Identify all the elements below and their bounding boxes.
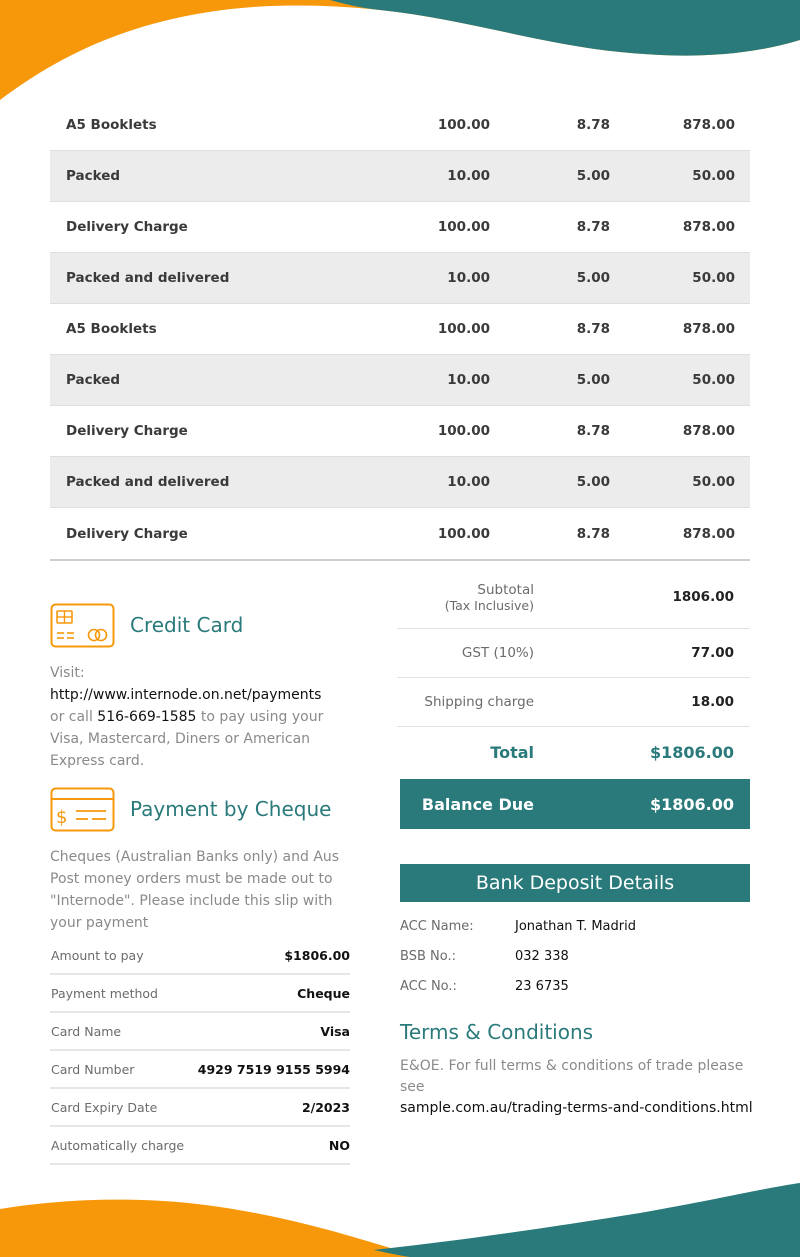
payment-detail-value: $1806.00	[284, 947, 350, 963]
payment-details-table	[50, 937, 350, 1165]
terms-description: E&OE. For full terms & conditions of trade please see	[400, 1058, 744, 1095]
item-qty: 100.00	[437, 423, 490, 439]
item-rate: 8.78	[576, 117, 610, 133]
cheque-title: Payment by Cheque	[130, 797, 332, 821]
table-row	[50, 202, 750, 253]
shipping-value: 18.00	[691, 694, 734, 710]
item-amount: 878.00	[682, 321, 735, 337]
item-qty: 100.00	[437, 117, 490, 133]
payment-detail-value: Visa	[320, 1023, 350, 1039]
item-qty: 10.00	[447, 372, 490, 388]
item-amount: 50.00	[692, 372, 735, 388]
payment-url-link[interactable]: http://www.internode.on.net/payments	[50, 687, 322, 703]
item-rate: 5.00	[576, 372, 610, 388]
total-value: $1806.00	[649, 743, 734, 762]
payment-detail-label: Amount to pay	[51, 947, 144, 963]
item-description: Packed	[66, 168, 121, 184]
item-rate: 5.00	[576, 474, 610, 490]
payment-detail-value: Cheque	[297, 985, 350, 1001]
item-description: Packed	[66, 372, 121, 388]
bank-detail-value: Jonathan T. Madrid	[515, 918, 636, 934]
payment-detail-row	[50, 1127, 350, 1165]
totals-block	[397, 566, 750, 778]
item-qty: 100.00	[437, 525, 490, 542]
item-description: Packed and delivered	[66, 270, 230, 286]
shipping-label: Shipping charge	[424, 694, 534, 710]
table-row	[50, 457, 750, 508]
item-amount: 50.00	[692, 474, 735, 490]
item-amount: 878.00	[682, 117, 735, 133]
item-qty: 10.00	[447, 270, 490, 286]
item-rate: 8.78	[576, 423, 610, 439]
item-qty: 100.00	[437, 321, 490, 337]
item-rate: 5.00	[576, 270, 610, 286]
payment-detail-value: 4929 7519 9155 5994	[197, 1061, 350, 1077]
credit-card-icon	[50, 603, 115, 648]
table-row	[50, 100, 750, 151]
table-row	[50, 304, 750, 355]
cheque-icon	[50, 787, 115, 832]
bank-detail-label: ACC Name:	[400, 918, 474, 934]
shipping-row	[397, 678, 750, 727]
visit-label: Visit:	[50, 665, 85, 681]
subtotal-note: (Tax Inclusive)	[444, 597, 534, 613]
gst-row	[397, 629, 750, 678]
item-rate: 8.78	[576, 525, 610, 542]
payment-detail-label: Card Number	[51, 1061, 135, 1077]
bank-detail-row	[400, 971, 750, 1001]
call-suffix: to pay using your Visa, Mastercard, Diners or American Express card.	[50, 709, 324, 769]
item-rate: 8.78	[576, 321, 610, 337]
table-row	[50, 355, 750, 406]
payment-detail-row	[50, 975, 350, 1013]
balance-due-label: Balance Due	[421, 794, 534, 814]
table-row	[50, 406, 750, 457]
gst-label: GST (10%)	[461, 645, 534, 661]
item-rate: 8.78	[576, 219, 610, 235]
terms-title: Terms & Conditions	[400, 1020, 594, 1044]
terms-text	[400, 1056, 760, 1119]
svg-text:$: $	[56, 807, 68, 828]
item-qty: 100.00	[437, 219, 490, 235]
items-table	[50, 100, 750, 561]
payment-phone[interactable]: 516-669-1585	[97, 709, 197, 725]
total-row	[397, 727, 750, 778]
subtotal-row	[397, 566, 750, 629]
cheque-instructions: Cheques (Australian Banks only) and Aus Post money orders must be made out to "Internode". Please include this slip with your payment	[50, 849, 340, 931]
bank-deposit-details	[400, 911, 750, 1001]
table-row	[50, 508, 750, 559]
bank-detail-row	[400, 911, 750, 941]
table-row	[50, 151, 750, 202]
payment-detail-label: Card Name	[51, 1023, 122, 1039]
payment-detail-value: NO	[328, 1137, 350, 1153]
item-amount: 878.00	[682, 219, 735, 235]
subtotal-label: Subtotal	[477, 581, 534, 598]
gst-value: 77.00	[691, 645, 734, 661]
item-rate: 5.00	[576, 168, 610, 184]
payment-detail-row	[50, 1051, 350, 1089]
item-description: Delivery Charge	[66, 423, 188, 439]
bottom-wave-decoration	[0, 1177, 800, 1257]
payment-detail-label: Payment method	[51, 985, 158, 1001]
bank-detail-row	[400, 941, 750, 971]
item-qty: 10.00	[447, 168, 490, 184]
balance-due-bar	[400, 779, 750, 829]
item-amount: 878.00	[682, 423, 735, 439]
payment-detail-row	[50, 1013, 350, 1051]
item-description: Delivery Charge	[66, 219, 188, 235]
payment-detail-row	[50, 1089, 350, 1127]
bank-detail-value: 032 338	[515, 948, 569, 964]
item-amount: 50.00	[692, 168, 735, 184]
payment-detail-row	[50, 937, 350, 975]
bank-deposit-title: Bank Deposit Details	[400, 864, 750, 902]
credit-card-title: Credit Card	[130, 613, 244, 637]
balance-due-value: $1806.00	[649, 794, 734, 814]
payment-detail-value: 2/2023	[301, 1099, 350, 1115]
total-label: Total	[490, 743, 534, 762]
item-description: A5 Booklets	[66, 321, 157, 337]
terms-link[interactable]: sample.com.au/trading-terms-and-conditions.html	[400, 1100, 753, 1116]
bank-detail-label: ACC No.:	[400, 978, 457, 994]
item-qty: 10.00	[447, 474, 490, 490]
bank-detail-label: BSB No.:	[400, 948, 456, 964]
payment-detail-label: Card Expiry Date	[51, 1099, 158, 1115]
item-description: A5 Booklets	[66, 117, 157, 133]
call-prefix: or call	[50, 709, 93, 725]
bank-detail-value: 23 6735	[515, 978, 569, 994]
top-wave-decoration	[0, 0, 800, 110]
item-amount: 878.00	[682, 525, 735, 542]
item-amount: 50.00	[692, 270, 735, 286]
item-description: Packed and delivered	[66, 474, 230, 490]
credit-card-instructions	[50, 662, 360, 772]
subtotal-value: 1806.00	[672, 589, 734, 605]
item-description: Delivery Charge	[66, 525, 188, 542]
table-row	[50, 253, 750, 304]
payment-detail-label: Automatically charge	[51, 1137, 185, 1153]
